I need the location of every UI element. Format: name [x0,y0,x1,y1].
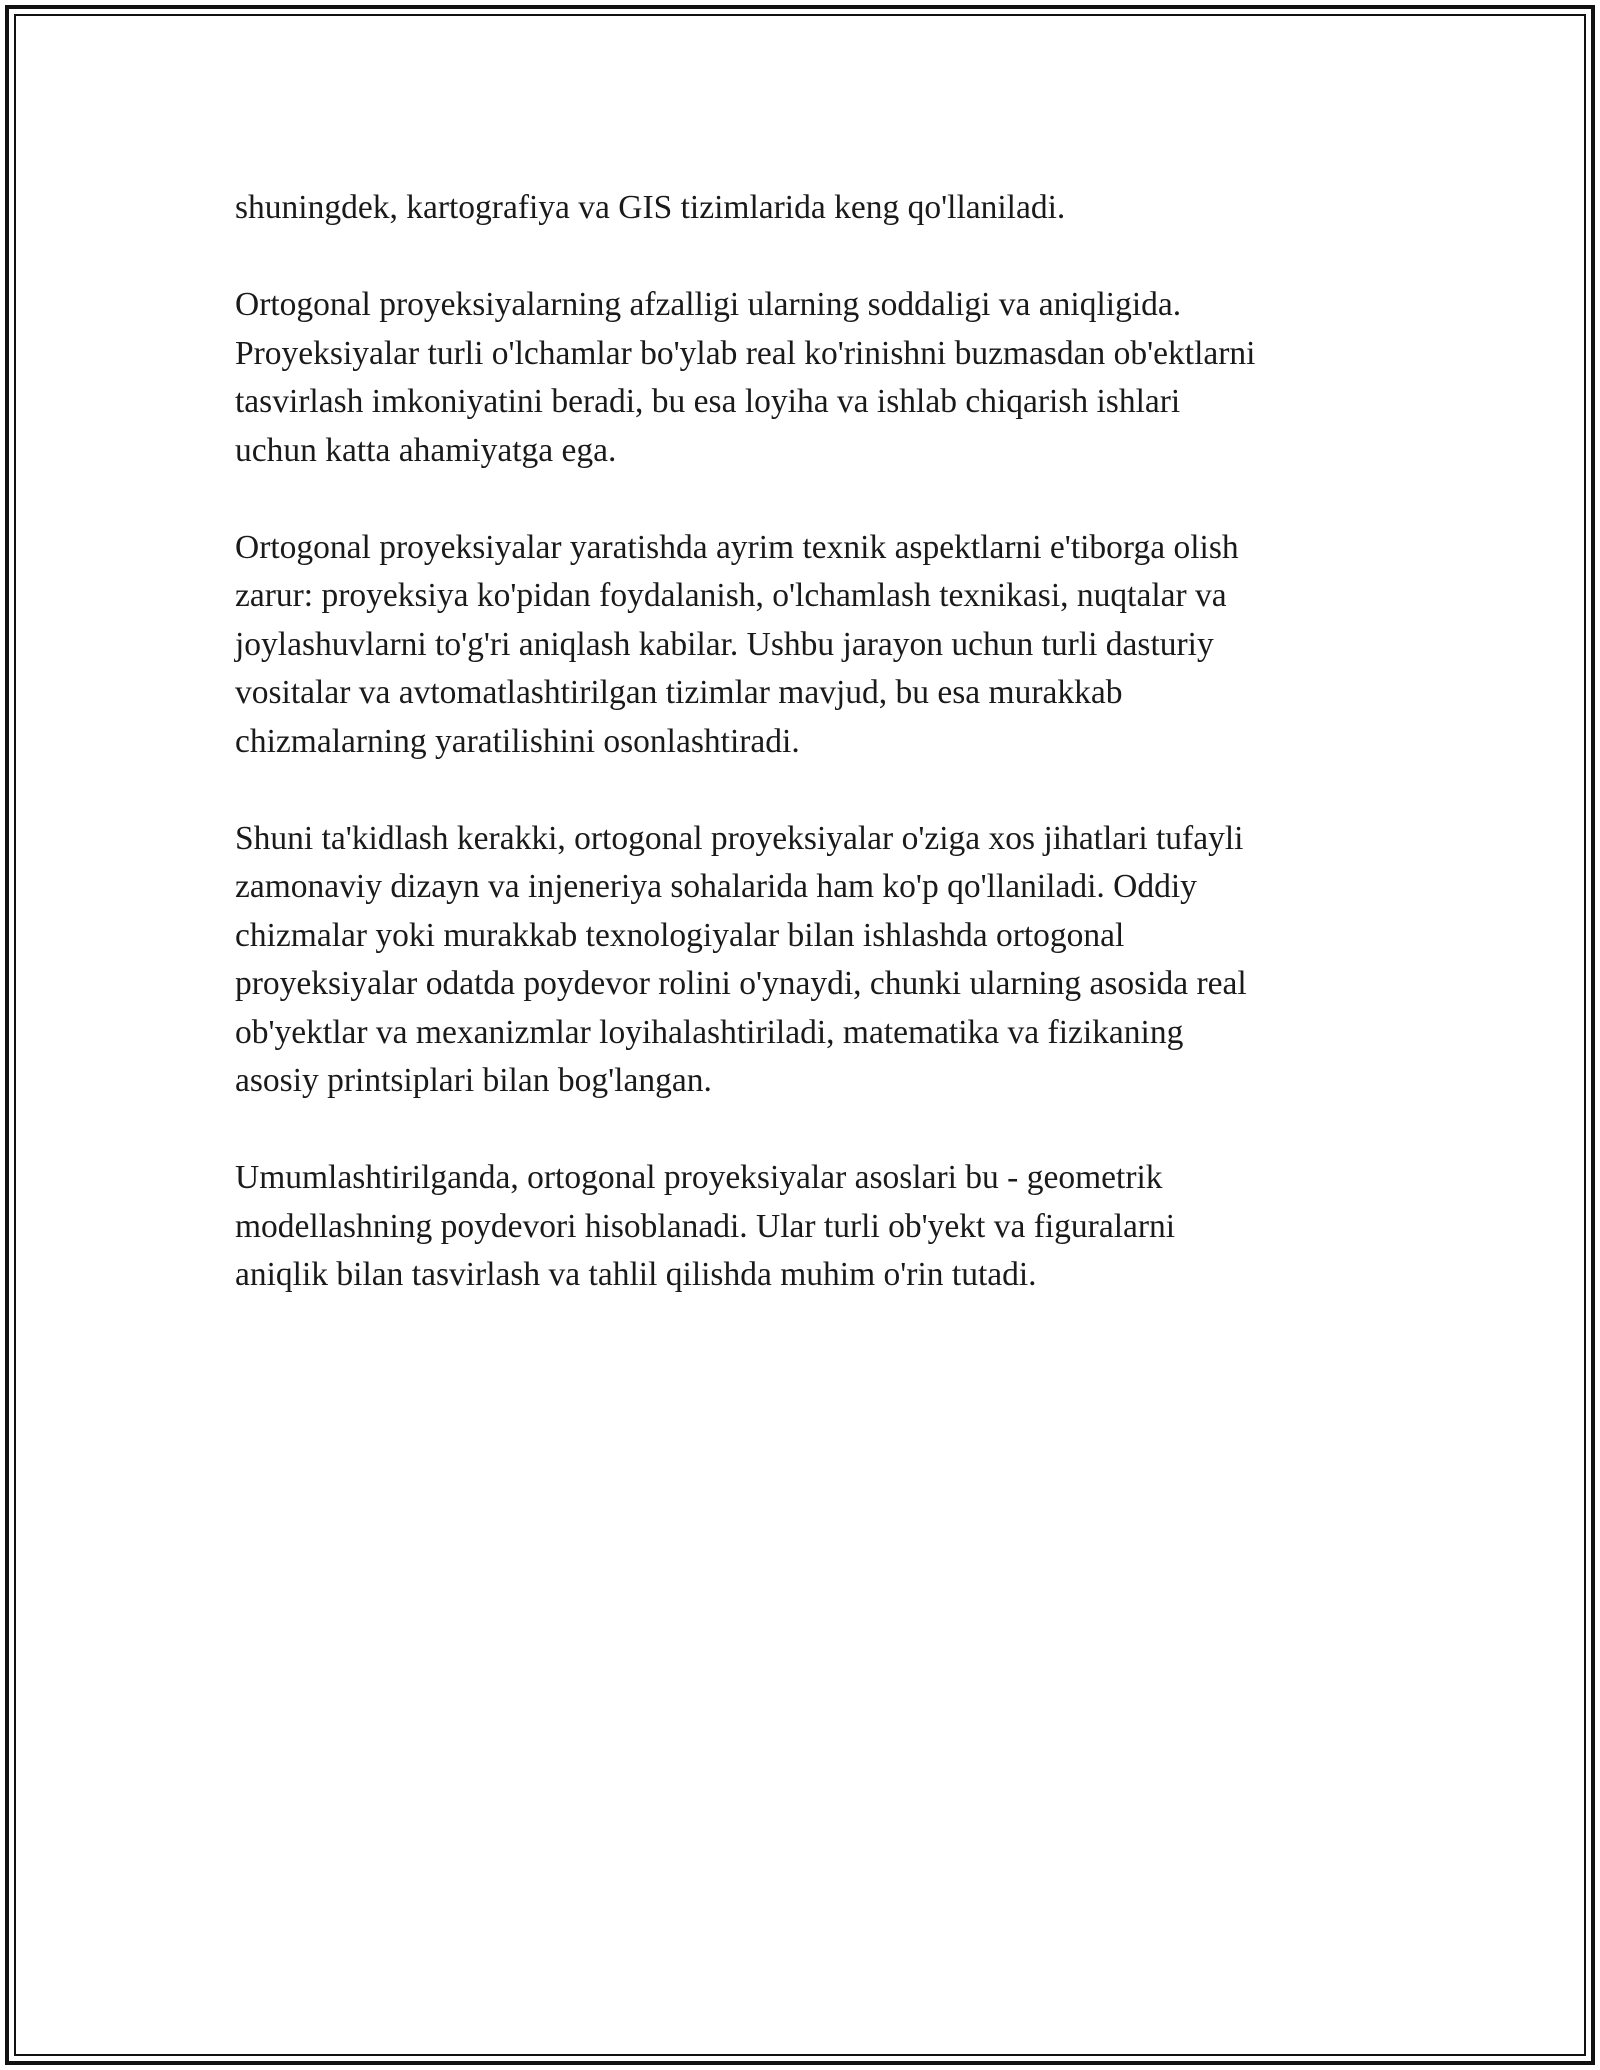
document-body [235,184,1365,1300]
paragraph-1: shuningdek, kartografiya va GIS tizimlarida keng qo'llaniladi. [235,189,1066,226]
paragraph-4: Shuni ta'kidlash kerakki, ortogonal proyeksiyalar o'ziga xos jihatlari tufayli zamonaviy dizayn va injeneriya sohalarida ham ko'p qo'llaniladi. Oddiy chizmalar yoki murakkab texnologiyalar bilan ishlashda ortogonal proyeksiyalar odatda poydevor rolini o'ynaydi, chunki ularning asosida real ob'yektlar va mexanizmlar loyihalashtiriladi, matematika va fizikaning asosiy printsiplari bilan bog'langan. [235,819,1247,1099]
paragraph-2: Ortogonal proyeksiyalarning afzalligi ularning soddaligi va aniqligida. Proyeksiyalar turli o'lchamlar bo'ylab real ko'rinishni buzmasdan ob'ektlarni tasvirlash imkoniyatini beradi, bu esa loyiha va ishlab chiqarish ishlari uchun katta ahamiyatga ega. [235,286,1256,469]
paragraph-5: Umumlashtirilganda, ortogonal proyeksiyalar asoslari bu - geometrik modellashning poydevori hisoblanadi. Ular turli ob'yekt va figuralarni aniqlik bilan tasvirlash va tahlil qilishda muhim o'rin tutadi. [235,1159,1176,1293]
paragraph-3: Ortogonal proyeksiyalar yaratishda ayrim texnik aspektlarni e'tiborga olish zarur: proyeksiya ko'pidan foydalanish, o'lchamlash texnikasi, nuqtalar va joylashuvlarni to'g'ri aniqlash kabilar. Ushbu jarayon uchun turli dasturiy vositalar va avtomatlashtirilgan tizimlar mavjud, bu esa murakkab chizmalarning yaratilishini osonlashtiradi. [235,528,1239,760]
